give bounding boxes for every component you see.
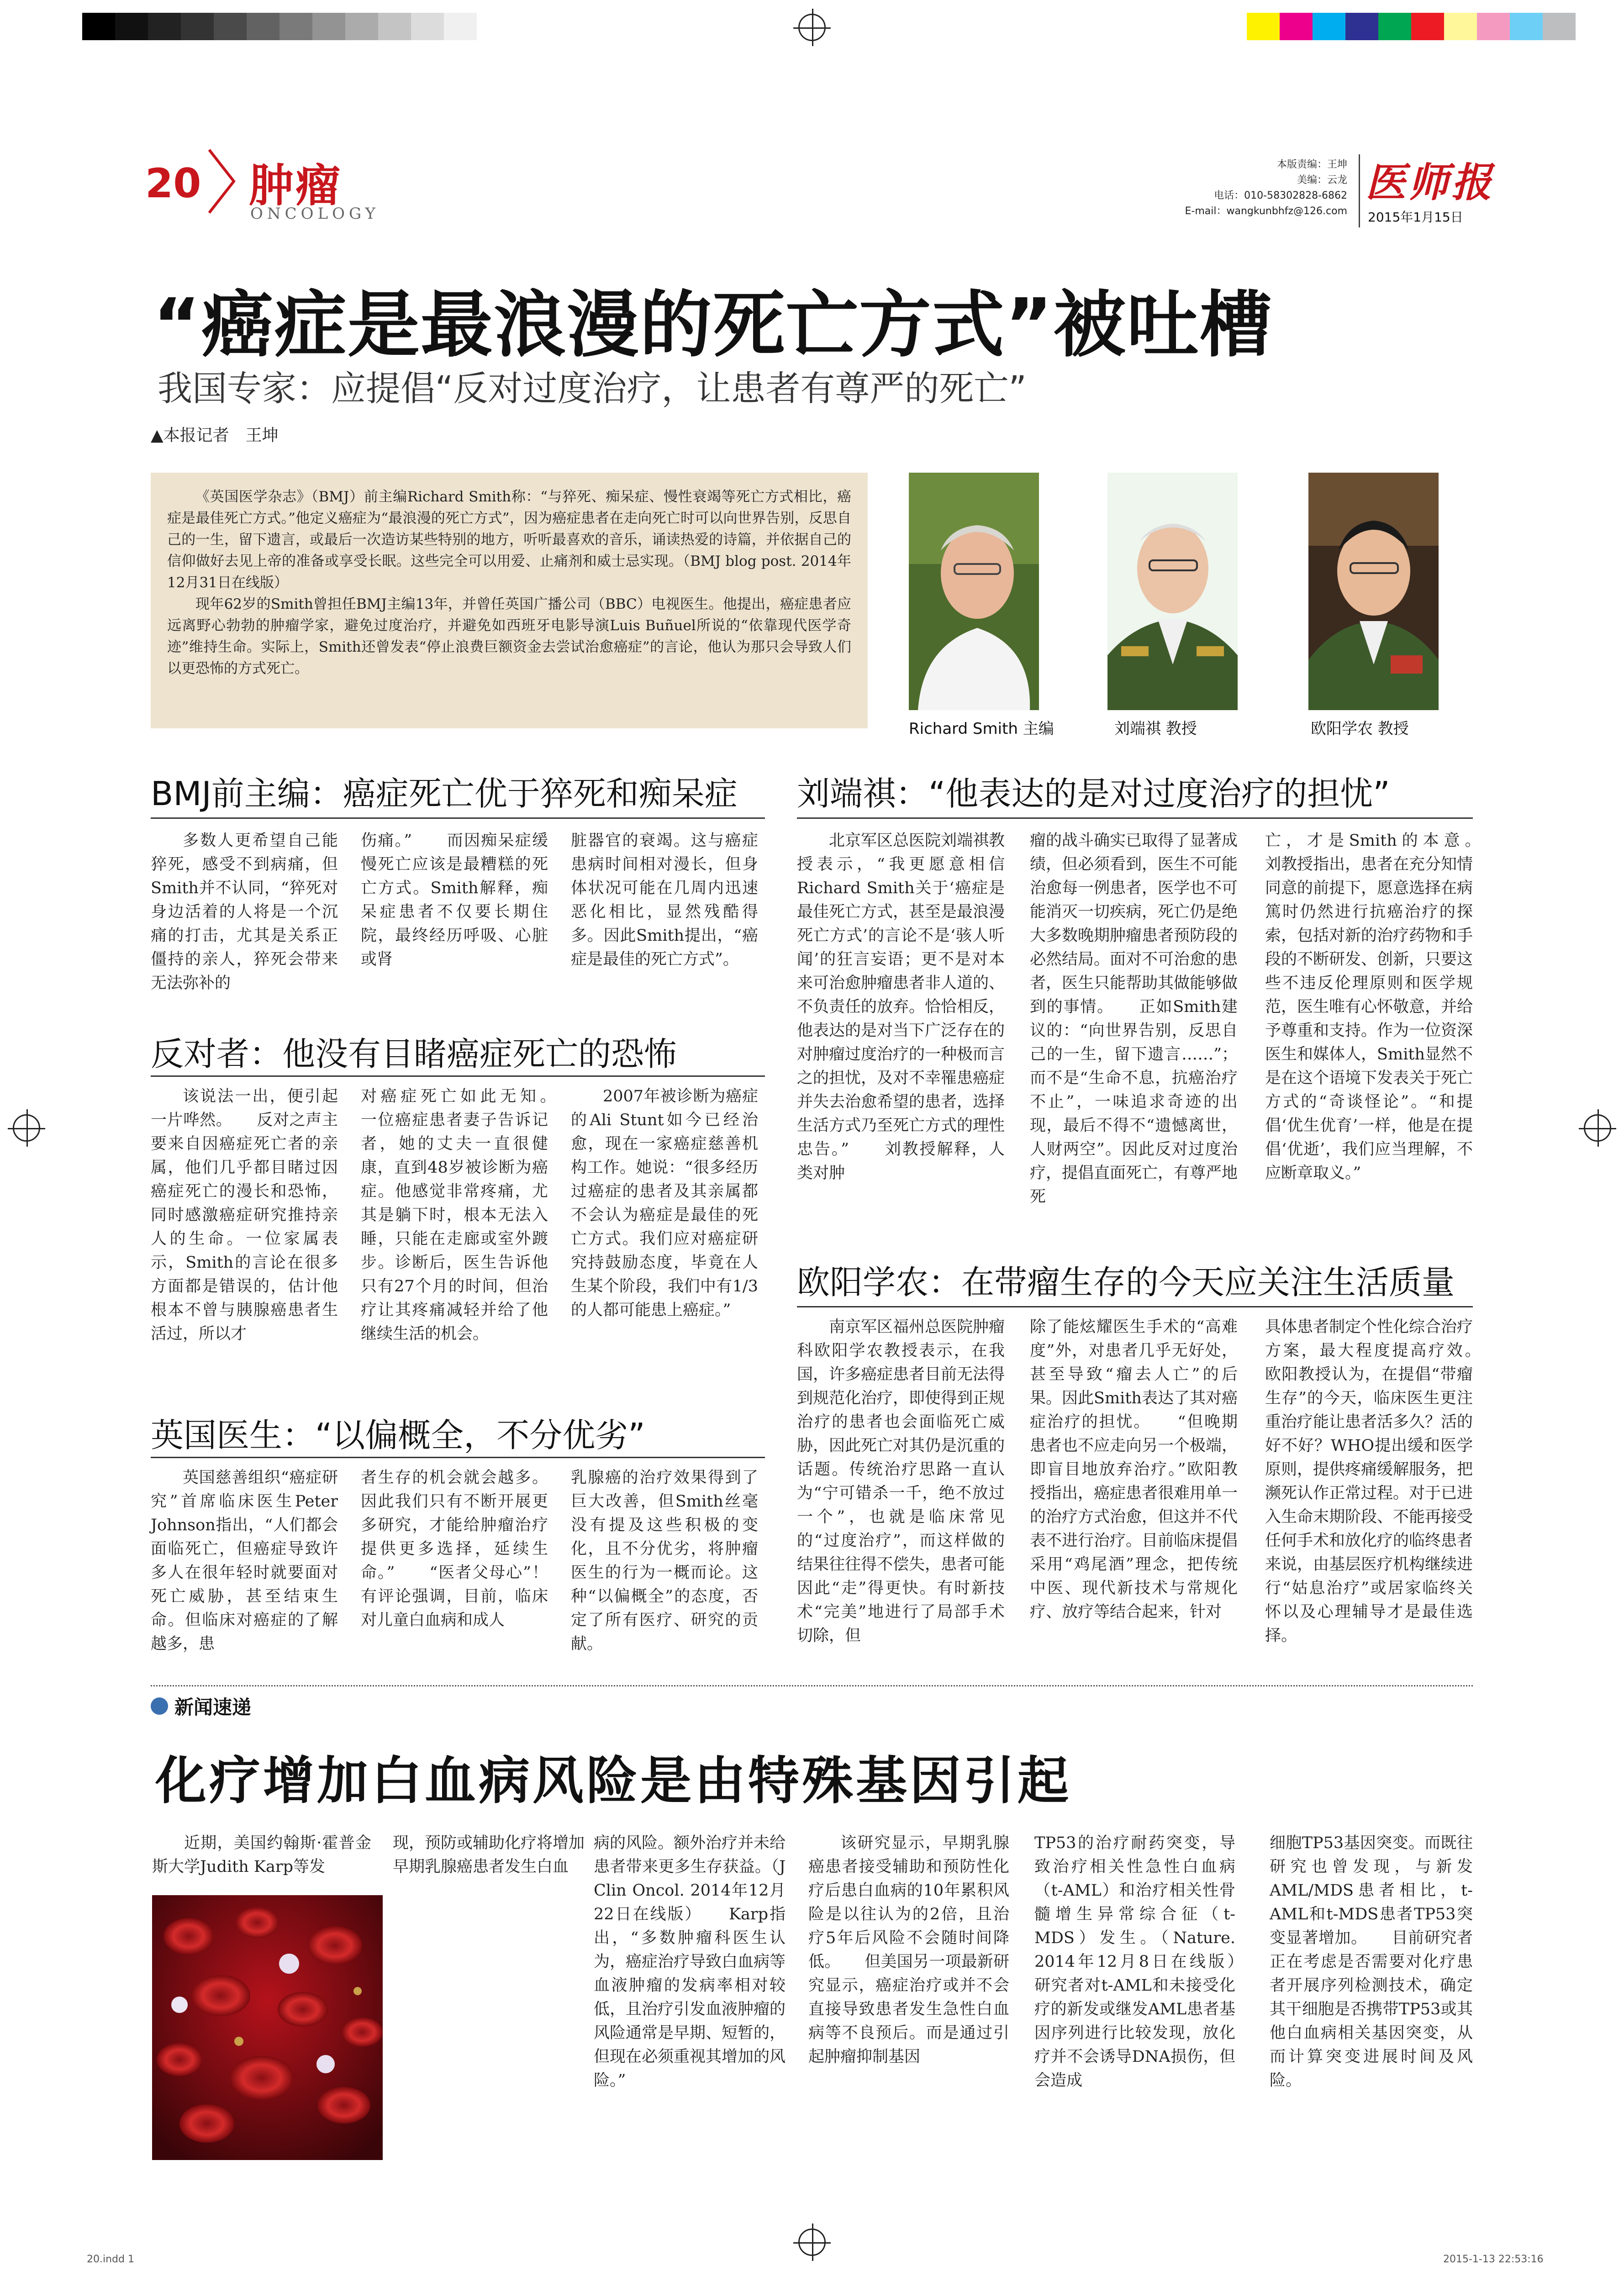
photo-richard-smith bbox=[909, 473, 1039, 710]
text-column: 者生存的机会就会越多。因此我们只有不断开展更多研究，才能给肿瘤治疗提供更多选择，延续生命。” “医者父母心”！有评论强调，目前，临床对儿童白血病和成人 bbox=[361, 1469, 548, 1629]
section-heading: BMJ前主编：癌症死亡优于猝死和痴呆症 bbox=[151, 775, 738, 813]
page-number: 20 bbox=[145, 160, 201, 207]
section-heading: 英国医生：“以偏概全，不分优劣” bbox=[151, 1416, 645, 1454]
text-column: 对癌症死亡如此无知。 一位癌症患者妻子告诉记者，她的丈夫一直很健康，直到48岁被诊断为癌症。他感觉非常疼痛，尤其是躺下时，根本无法入睡，只能在走廊或室外踱步。诊断后，医生告诉他只有27个月的时间，但治疗让其疼痛减轻并给了他继续生活的机会。 bbox=[361, 1087, 580, 1343]
dotted-divider bbox=[151, 1685, 1473, 1686]
photo-liu-duanqi bbox=[1107, 473, 1238, 710]
designer-line: 美编：云龙 bbox=[1297, 174, 1347, 186]
text-column: 近期，美国约翰斯·霍普金斯大学Judith Karp等发 bbox=[152, 1834, 371, 1876]
editor-line: 本版责编：王坤 bbox=[1276, 159, 1347, 170]
intro-paragraph: 现年62岁的Smith曾担任BMJ主编13年，并曾任英国广播公司（BBC）电视医生。他提出，癌症患者应远离野心勃勃的肿瘤学家，避免过度治疗，并避免如西班牙电影导演Luis Buñuel所说的“依靠现代医学奇迹”维持生命。实际上，Smith还曾发表“停止浪费巨额资金去尝试治愈癌症”的言论，他认为那只会导致人们以更恐怖的方式死亡。 bbox=[167, 596, 851, 677]
text-column: 现，预防或辅助化疗将增加早期乳腺癌患者发生白血 bbox=[393, 1834, 585, 1876]
text-column: 多数人更希望自己能猝死，感受不到病痛，但Smith并不认同，“猝死对身边活着的人将是一个沉痛的打击，尤其是关系正僵持的亲人，猝死会带来无法弥补的 bbox=[151, 832, 338, 992]
text-column: 北京军区总医院刘端祺教授表示，“我更愿意相信Richard Smith关于‘癌症是最佳死亡方式，甚至是最浪漫死亡方式’的言论不是‘骇人听闻’的狂言妄语；更不是对本来可治愈肿瘤患者非人道的、不负责任的放弃。恰恰相反，他表达的是对当下广泛存在的对肿瘤过度治疗的一种极而言之的担忧，及对不幸罹患癌症并失去治愈希望的患者，选择生活方式乃至死亡方式的理性忠告。” 刘教授解释，人类对肿 bbox=[797, 832, 1005, 1182]
text-column: TP53的治疗耐药突变，导致治疗相关性急性白血病（t-AML）和治疗相关性骨髓增生异常综合征（t-MDS）发生。（Nature. 2014年12月8日在线版） 研究者对t-AML和未接受化疗的新发或继发AML患者基因序列进行比较发现，放化疗并不会诱导DNA损伤，但会造成 bbox=[1034, 1834, 1268, 2090]
registration-mark-bottom bbox=[798, 2229, 826, 2256]
blood-cells-image bbox=[152, 1895, 383, 2160]
bullet-icon bbox=[151, 1697, 168, 1715]
section-heading: 反对者：他没有目睹癌症死亡的恐怖 bbox=[151, 1035, 677, 1073]
photo-caption: 欧阳学农 教授 bbox=[1311, 720, 1409, 738]
news-tag bbox=[151, 1692, 251, 1720]
text-column: 伤痛。” 而因痴呆症缓慢死亡应该是最糟糕的死亡方式。Smith解释，痴呆症患者不仅要长期住院，最终经历呼吸、心脏或肾 bbox=[361, 832, 548, 969]
color-bar bbox=[1247, 13, 1576, 40]
text-column: 该说法一出，便引起一片哗然。 反对之声主要来自因癌症死亡者的亲属，他们几乎都目睹过因癌症死亡的漫长和恐怖，同时感激癌症研究推持亲人的生命。一位家属表示，Smith的言论在很多方面都是错误的，估计他根本不曾与胰腺癌患者生活过，所以才 bbox=[151, 1087, 338, 1343]
intro-paragraph: 《英国医学杂志》（BMJ）前主编Richard Smith称：“与猝死、痴呆症、慢性衰竭等死亡方式相比，癌症是最佳死亡方式。”他定义癌症为“最浪漫的死亡方式”，因为癌症患者在走向死亡时可以向世界告别，反思自己的一生，留下遗言，或最后一次造访某些特别的地方，听听最喜欢的音乐，诵读热爱的诗篇，并依据自己的信仰做好去见上帝的准备或享受长眠。这些完全可以用爱、止痛剂和威士忌实现。（BMJ blog post. 2014年12月31日在线版） bbox=[167, 489, 851, 591]
masthead-info bbox=[1155, 157, 1347, 219]
text-column: 英国慈善组织“癌症研究”首席临床医生Peter Johnson指出，“人们都会面临死亡，但癌症导致许多人在很年轻时就要面对死亡威胁，甚至结束生命。但临床对癌症的了解越多，患 bbox=[151, 1469, 338, 1653]
section-heading: 欧阳学农：在带瘤生存的今天应关注生活质量 bbox=[797, 1263, 1455, 1301]
photo-caption: 刘端祺 教授 bbox=[1114, 720, 1197, 738]
divider bbox=[151, 817, 765, 819]
masthead-divider bbox=[1359, 154, 1360, 227]
divider bbox=[797, 1306, 1473, 1307]
photo-ouyang-xuenong bbox=[1308, 473, 1439, 710]
text-column: 2007年被诊断为癌症的Ali Stunt如今已经治愈，现在一家癌症慈善机构工作。她说：“很多经历过癌症的患者及其亲属都不会认为癌症是最佳的死亡方式。我们应对癌症研究持鼓励态度，毕竟在人生某个阶段，我们中有1/3的人都可能患上癌症。” bbox=[571, 1087, 758, 1319]
phone-line: 电话：010-58302828-6862 bbox=[1214, 190, 1347, 201]
text-column: 脏器官的衰竭。这与癌症患病时间相对漫长，但身体状况可能在几周内迅速恶化相比，显然残酷得多。因此Smith提出，“癌症是最佳的死亡方式”。 bbox=[571, 832, 758, 969]
sub-headline: 我国专家：应提倡“反对过度治疗，让患者有尊严的死亡” bbox=[158, 368, 1027, 409]
divider bbox=[151, 1075, 765, 1077]
intro-box bbox=[151, 473, 868, 728]
divider bbox=[151, 1457, 765, 1458]
registration-mark-right bbox=[1584, 1114, 1611, 1142]
email-line: E-mail：wangkunbhfz@126.com bbox=[1185, 205, 1347, 217]
main-headline: “癌症是最浪漫的死亡方式”被吐槽 bbox=[153, 283, 1273, 367]
issue-date: 2015年1月15日 bbox=[1368, 210, 1463, 225]
registration-mark-left bbox=[13, 1114, 40, 1142]
divider bbox=[797, 817, 1473, 819]
grayscale-bar bbox=[82, 13, 477, 40]
chevron-right-icon bbox=[206, 147, 237, 216]
text-column: 细胞TP53基因突变。而既往研究也曾发现，与新发AML/MDS患者相比，t-AML和t-MDS患者TP53突变显著增加。 目前研究者正在考虑是否需要对化疗患者开展序列检测技术，确定其干细胞是否携带TP53或其他白血病相关基因突变，从而计算突变进展时间及风险。 bbox=[1270, 1834, 1473, 2090]
text-column: 亡，才是Smith的本意。 刘教授指出，患者在充分知情同意的前提下，愿意选择在病篤时仍然进行抗癌治疗的探索，包括对新的治疗药物和手段的不断研发、创新，只要这些不违反伦理原则和医学规范，医生唯有心怀敬意，并给予尊重和支持。作为一位资深医生和媒体人，Smith显然不是在这个语境下发表关于死亡方式的“奇谈怪论”。“和提倡‘优生优育’一样，他是在提倡‘优逝’，我们应当理解，不应断章取义。” bbox=[1265, 832, 1505, 1182]
text-column: 该研究显示，早期乳腺癌患者接受辅助和预防性化疗后患白血病的10年累积风险是以往认为的2倍，且治疗5年后风险不会随时间降低。 但美国另一项最新研究显示，癌症治疗或并不会直接导致患者发生急性白血病等不良预后。而是通过引起肿瘤抑制基因 bbox=[808, 1834, 1009, 2066]
news-headline: 化疗增加白血病风险是由特殊基因引起 bbox=[155, 1751, 1071, 1811]
text-column: 瘤的战斗确实已取得了显著成绩，但必须看到，医生不可能治愈每一例患者，医学也不可能消灭一切疾病，死亡仍是绝大多数晚期肿瘤患者预防段的必然结局。面对不可治愈的患者，医生只能帮助其做能够做到的事情。 正如Smith建议的：“向世界告别，反思自己的一生，留下遗言……”；而不是“生命不息，抗癌治疗不止”，一味追求奇迹的出现，最后不得不“遗憾离世，人财两空”。因此反对过度治疗，提倡直面死亡，有尊严地死 bbox=[1030, 832, 1238, 1206]
timestamp-slug: 2015-1-13 22:53:16 bbox=[1443, 2254, 1544, 2265]
text-column: 具体患者制定个性化综合治疗方案，最大程度提高疗效。 欧阳教授认为，在提倡“带瘤生存”的今天，临床医生更注重治疗能让患者活多久？活的好不好？WHO提出缓和医学原则，提供疼痛缓解服务，把濒死认作正常过程。对于已进入生命末期阶段、不能再接受任何手术和放化疗的临终患者来说，由基层医疗机构继续进行“姑息治疗”或居家临终关怀以及心理辅导才是最佳选择。 bbox=[1265, 1318, 1505, 1645]
file-slug: 20.indd 1 bbox=[87, 2254, 134, 2265]
text-column: 南京军区福州总医院肿瘤科欧阳学农教授表示，在我国，许多癌症患者目前无法得到规范化治疗，即使得到正规治疗的患者也会面临死亡威胁，因此死亡对其仍是沉重的话题。传统治疗思路一直认为“宁可错杀一千，绝不放过一个”，也就是临床常见的“过度治疗”，而这样做的结果往往得不偿失，患者可能因此“走”得更快。有时新技术“完美”地进行了局部手术切除，但 bbox=[797, 1318, 1005, 1645]
photo-caption: Richard Smith 主编 bbox=[909, 720, 1054, 738]
byline: ▲本报记者 王坤 bbox=[151, 426, 279, 445]
text-column: 除了能炫耀医生手术的“高难度”外，对患者几乎无好处，甚至导致“瘤去人亡”的后果。因此Smith表达了其对癌症治疗的担忧。 “但晚期患者也不应走向另一个极端，即盲目地放弃治疗。”欧阳教授指出，癌症患者很难用单一的治疗方式治愈，但这并不代表不进行治疗。目前临床提倡采用“鸡尾酒”理念，把传统中医、现代新技术与常规化疗、放疗等结合起来，针对 bbox=[1030, 1318, 1238, 1621]
text-column: 乳腺癌的治疗效果得到了巨大改善，但Smith丝毫没有提及这些积极的变化，且不分优劣，将肿瘤医生的行为一概而论。这种“以偏概全”的态度，否定了所有医疗、研究的贡献。 bbox=[571, 1469, 758, 1653]
news-tag-label: 新闻速递 bbox=[174, 1696, 252, 1718]
newspaper-logo: 医师报 bbox=[1366, 158, 1495, 206]
section-heading: 刘端祺：“他表达的是对过度治疗的担忧” bbox=[797, 775, 1390, 813]
text-column: 病的风险。额外治疗并未给患者带来更多生存获益。（J Clin Oncol. 2014年12月22日在线版） Karp指出，“多数肿瘤科医生认为，癌症治疗导致白血病等血液肿瘤的发病率相对较低，且治疗引发血液肿瘤的风险通常是早期、短暂的，但现在必须重视其增加的风险。” bbox=[594, 1834, 786, 2090]
section-title: 肿瘤 bbox=[249, 160, 343, 212]
section-title-en: ONCOLOGY bbox=[250, 205, 380, 223]
registration-mark-top bbox=[798, 14, 826, 41]
